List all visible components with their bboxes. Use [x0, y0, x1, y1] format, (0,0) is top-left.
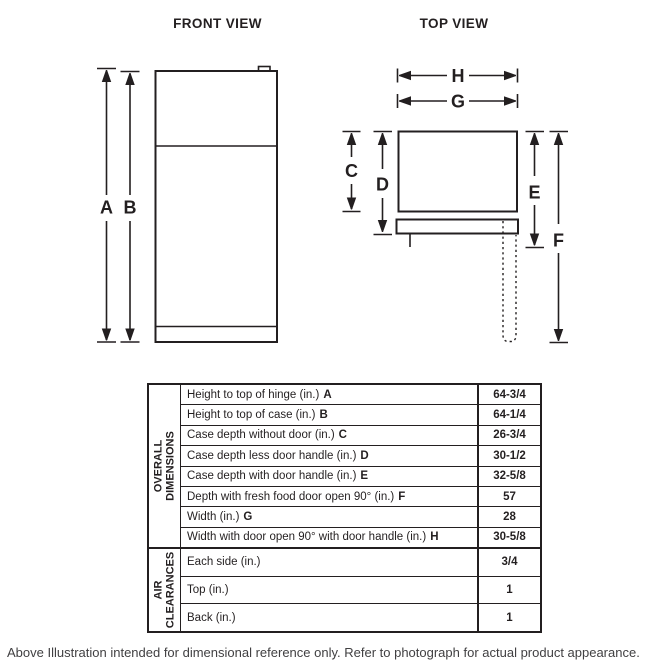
dimensions-table [147, 383, 542, 633]
dim-label-a: A [100, 197, 113, 218]
top-view-door-outline [397, 220, 519, 234]
row-value: 32-5/8 [478, 466, 541, 486]
table-row [148, 425, 541, 445]
dim-label-d: D [376, 174, 389, 195]
section-header-line: DIMENSIONS [163, 431, 176, 501]
dim-letter: H [430, 531, 439, 544]
dim-label-b: B [123, 197, 137, 218]
table-row [148, 384, 541, 405]
dim-letter: G [243, 511, 253, 524]
dim-letter: A [323, 388, 332, 401]
table-row [148, 604, 541, 632]
dimension-a [97, 69, 116, 343]
row-label: Case depth with door handle (in.) E [181, 466, 479, 486]
front-view-drawing [97, 67, 277, 343]
dimension-e [526, 132, 545, 248]
table-row [148, 548, 541, 576]
footnote-caption: Above Illustration intended for dimensional reference only. Refer to photograph for actual product appearance. [7, 645, 640, 660]
top-view-title: TOP VIEW [419, 16, 489, 31]
dim-label-f: F [553, 230, 564, 251]
dimension-b [121, 72, 140, 343]
row-value: 28 [478, 507, 541, 527]
dim-letter: D [360, 449, 369, 462]
row-label: Width (in.) G [181, 507, 479, 527]
top-view-door-open-dashed-outline [503, 221, 516, 342]
dim-label-e: E [528, 182, 541, 203]
row-value: 64-3/4 [478, 384, 541, 405]
row-value: 30-5/8 [478, 527, 541, 548]
row-value: 3/4 [478, 548, 541, 576]
dim-label-h: H [451, 66, 465, 86]
front-view-title: FRONT VIEW [173, 16, 262, 31]
table-row [148, 507, 541, 527]
dimension-f [550, 132, 569, 343]
table-row [148, 486, 541, 506]
row-value: 1 [478, 604, 541, 632]
section-header-air-clearances [148, 548, 181, 632]
dim-letter: E [360, 470, 369, 483]
row-value: 30-1/2 [478, 446, 541, 466]
table-row [148, 405, 541, 425]
row-label: Each side (in.) [181, 548, 479, 576]
top-view-drawing [343, 66, 569, 343]
fridge-outline [156, 71, 278, 342]
table-row [148, 576, 541, 604]
row-label: Case depth without door (in.) C [181, 425, 479, 445]
dim-letter: B [319, 409, 328, 422]
row-label: Height to top of hinge (in.) A [181, 384, 479, 405]
dimension-g [398, 92, 518, 112]
section-header-overall-dimensions [148, 384, 181, 548]
section-header-line: AIR [152, 580, 164, 600]
table-row [148, 527, 541, 548]
row-label: Case depth less door handle (in.) D [181, 446, 479, 466]
row-label: Height to top of case (in.) B [181, 405, 479, 425]
section-header-line: CLEARANCES [163, 551, 176, 629]
row-label: Width with door open 90° with door handle (in.) H [181, 527, 479, 548]
top-view-case-outline [399, 132, 518, 212]
table-row [148, 466, 541, 486]
dim-label-g: G [450, 91, 466, 112]
dim-letter: C [338, 429, 347, 442]
row-value: 26-3/4 [478, 425, 541, 445]
row-value: 1 [478, 576, 541, 604]
row-label: Back (in.) [181, 604, 479, 632]
dimension-d [374, 132, 393, 235]
row-value: 57 [478, 486, 541, 506]
table-row [148, 446, 541, 466]
dim-letter: F [398, 490, 406, 503]
row-label: Top (in.) [181, 576, 479, 604]
row-label: Depth with fresh food door open 90° (in.) F [181, 486, 479, 506]
dim-label-c: C [345, 161, 358, 181]
dimension-c [343, 132, 361, 212]
row-value: 64-1/4 [478, 405, 541, 425]
section-header-line: OVERALL [152, 439, 164, 493]
dimension-h [398, 66, 518, 86]
